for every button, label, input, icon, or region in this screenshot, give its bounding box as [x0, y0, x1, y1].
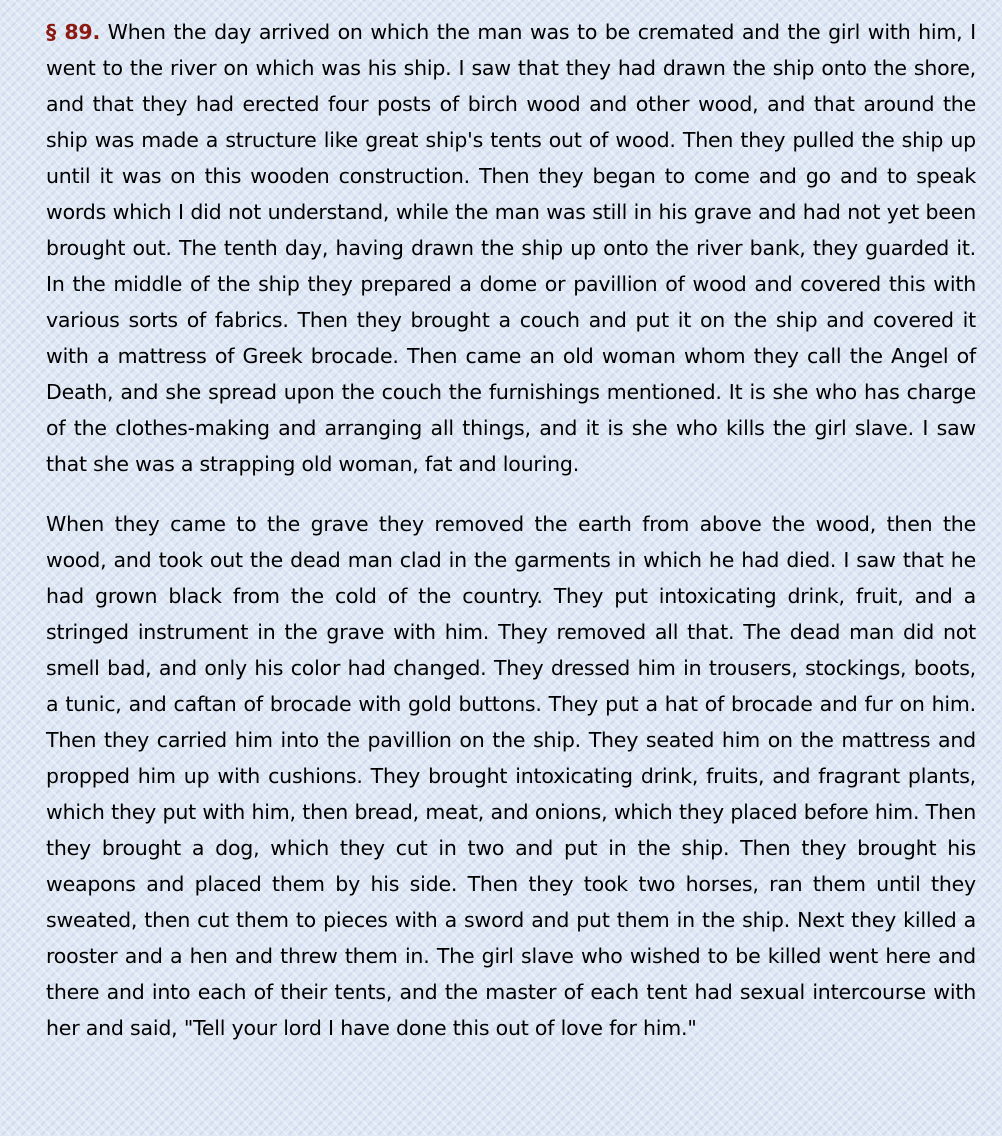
paragraph-1 [46, 14, 976, 482]
document-body [46, 14, 976, 1046]
section-number: § 89. [46, 20, 101, 44]
paragraph-2: When they came to the grave they removed the earth from above the wood, then the wood, and took out the dead man clad in the garments in which he had died. I saw that he had grown black from the cold of the country. They put intoxicating drink, fruit, and a stringed instrument in the grave with him. They removed all that. The dead man did not smell bad, and only his color had changed. They dressed him in trousers, stockings, boots, a tunic, and caftan of brocade with gold buttons. They put a hat of brocade and fur on him. Then they carried him into the pavillion on the ship. They seated him on the mattress and propped him up with cushions. They brought intoxicating drink, fruits, and fragrant plants, which they put with him, then bread, meat, and onions, which they placed before him. Then they brought a dog, which they cut in two and put in the ship. Then they brought his weapons and placed them by his side. Then they took two horses, ran them until they sweated, then cut them to pieces with a sword and put them in the ship. Next they killed a rooster and a hen and threw them in. The girl slave who wished to be killed went here and there and into each of their tents, and the master of each tent had sexual intercourse with her and said, "Tell your lord I have done this out of love for him." [46, 512, 976, 1040]
paragraph-1-text: When the day arrived on which the man was to be cremated and the girl with him, I went to the river on which was his ship. I saw that they had drawn the ship onto the shore, and that they had erected four posts of birch wood and other wood, and that around the ship was made a structure like great ship's tents out of wood. Then they pulled the ship up until it was on this wooden construction. Then they began to come and go and to speak words which I did not understand, while the man was still in his grave and had not yet been brought out. The tenth day, having drawn the ship up onto the river bank, they guarded it. In the middle of the ship they prepared a dome or pavillion of wood and covered this with various sorts of fabrics. Then they brought a couch and put it on the ship and covered it with a mattress of Greek brocade. Then came an old woman whom they call the Angel of Death, and she spread upon the couch the furnishings mentioned. It is she who has charge of the clothes-making and arranging all things, and it is she who kills the girl slave. I saw that she was a strapping old woman, fat and louring. [46, 20, 976, 476]
